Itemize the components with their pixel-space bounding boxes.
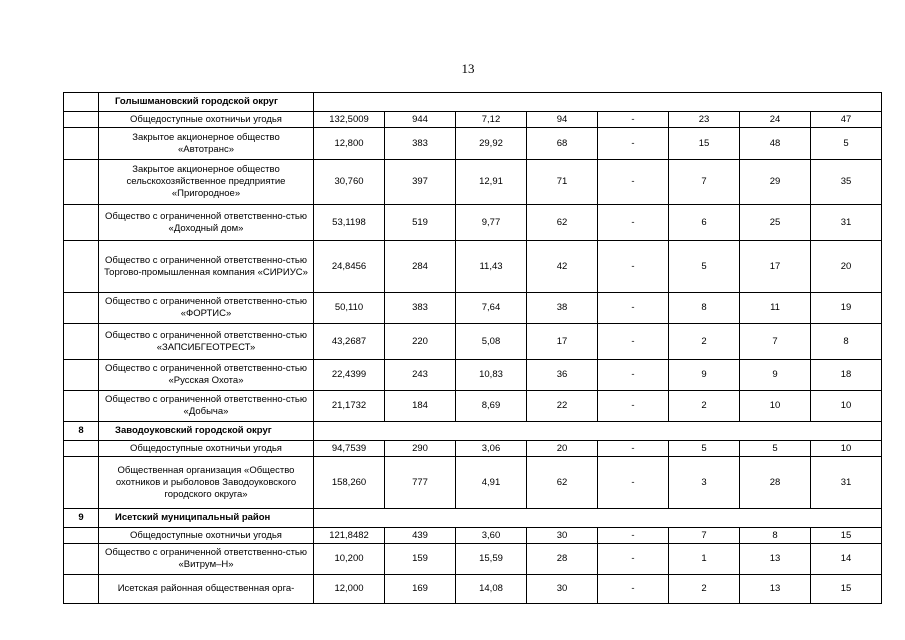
- value-cell: 30: [527, 575, 598, 604]
- section-title: Голышмановский городской округ: [99, 93, 314, 112]
- value-cell: 24: [740, 112, 811, 128]
- value-cell: 5: [811, 128, 882, 160]
- row-number-cell: [64, 160, 99, 205]
- organization-name-cell: Общество с ограниченной ответственно-стью «Доходный дом»: [99, 205, 314, 241]
- value-cell: 13: [740, 575, 811, 604]
- value-cell: -: [598, 391, 669, 422]
- value-cell: -: [598, 160, 669, 205]
- value-cell: 383: [385, 128, 456, 160]
- table-row: [64, 293, 882, 324]
- value-cell: 8: [740, 528, 811, 544]
- table-row: [64, 457, 882, 509]
- value-cell: 18: [811, 360, 882, 391]
- value-cell: 6: [669, 205, 740, 241]
- value-cell: 94,7539: [314, 441, 385, 457]
- value-cell: 944: [385, 112, 456, 128]
- organization-name-cell: Закрытое акционерное общество сельскохозяйственное предприятие «Пригородное»: [99, 160, 314, 205]
- value-cell: 2: [669, 324, 740, 360]
- table-row: [64, 324, 882, 360]
- section-number: 9: [64, 509, 99, 528]
- value-cell: 43,2687: [314, 324, 385, 360]
- value-cell: 22,4399: [314, 360, 385, 391]
- organization-name-cell: Общество с ограниченной ответственно-стью «Витрум–Н»: [99, 544, 314, 575]
- value-cell: 48: [740, 128, 811, 160]
- row-number-cell: [64, 528, 99, 544]
- value-cell: 383: [385, 293, 456, 324]
- value-cell: 243: [385, 360, 456, 391]
- value-cell: 20: [811, 241, 882, 293]
- section-title: Исетский муниципальный район: [99, 509, 314, 528]
- value-cell: 14: [811, 544, 882, 575]
- section-row: [64, 93, 882, 112]
- organization-name-cell: Общедоступные охотничьи угодья: [99, 528, 314, 544]
- table-row: [64, 441, 882, 457]
- section-row: [64, 422, 882, 441]
- section-blank-cell: [314, 509, 882, 528]
- value-cell: 11: [740, 293, 811, 324]
- value-cell: -: [598, 128, 669, 160]
- hunting-grounds-table: [63, 92, 882, 604]
- value-cell: 50,110: [314, 293, 385, 324]
- value-cell: 12,000: [314, 575, 385, 604]
- value-cell: 47: [811, 112, 882, 128]
- value-cell: 42: [527, 241, 598, 293]
- value-cell: 36: [527, 360, 598, 391]
- value-cell: 777: [385, 457, 456, 509]
- value-cell: -: [598, 205, 669, 241]
- row-number-cell: [64, 575, 99, 604]
- value-cell: 38: [527, 293, 598, 324]
- value-cell: 17: [527, 324, 598, 360]
- section-number: 8: [64, 422, 99, 441]
- value-cell: 220: [385, 324, 456, 360]
- value-cell: 30: [527, 528, 598, 544]
- value-cell: 28: [740, 457, 811, 509]
- organization-name-cell: Общество с ограниченной ответственно-стью «ФОРТИС»: [99, 293, 314, 324]
- table-row: [64, 128, 882, 160]
- row-number-cell: [64, 128, 99, 160]
- value-cell: 68: [527, 128, 598, 160]
- value-cell: 15: [669, 128, 740, 160]
- row-number-cell: [64, 544, 99, 575]
- value-cell: 35: [811, 160, 882, 205]
- organization-name-cell: Закрытое акционерное общество «Автотранс»: [99, 128, 314, 160]
- row-number-cell: [64, 112, 99, 128]
- value-cell: 12,800: [314, 128, 385, 160]
- organization-name-cell: Общественная организация «Общество охотников и рыболовов Заводоуковского городского округа»: [99, 457, 314, 509]
- table-row: [64, 241, 882, 293]
- value-cell: 13: [740, 544, 811, 575]
- value-cell: 23: [669, 112, 740, 128]
- table-body: [64, 93, 882, 604]
- table-row: [64, 360, 882, 391]
- value-cell: 17: [740, 241, 811, 293]
- table-row: [64, 112, 882, 128]
- value-cell: 2: [669, 575, 740, 604]
- value-cell: 10,200: [314, 544, 385, 575]
- value-cell: -: [598, 544, 669, 575]
- value-cell: 7: [669, 528, 740, 544]
- value-cell: -: [598, 324, 669, 360]
- row-number-cell: [64, 391, 99, 422]
- table-row: [64, 528, 882, 544]
- row-number-cell: [64, 241, 99, 293]
- value-cell: 5: [669, 241, 740, 293]
- value-cell: 7,12: [456, 112, 527, 128]
- organization-name-cell: Общество с ограниченной ответственно-стью «ЗАПСИБГЕОТРЕСТ»: [99, 324, 314, 360]
- value-cell: 62: [527, 457, 598, 509]
- value-cell: -: [598, 528, 669, 544]
- value-cell: 15: [811, 575, 882, 604]
- value-cell: 3: [669, 457, 740, 509]
- value-cell: -: [598, 293, 669, 324]
- value-cell: 3,60: [456, 528, 527, 544]
- value-cell: 71: [527, 160, 598, 205]
- value-cell: 290: [385, 441, 456, 457]
- value-cell: 10: [811, 391, 882, 422]
- value-cell: 5: [669, 441, 740, 457]
- value-cell: 10: [811, 441, 882, 457]
- value-cell: 30,760: [314, 160, 385, 205]
- value-cell: 4,91: [456, 457, 527, 509]
- value-cell: 25: [740, 205, 811, 241]
- value-cell: 19: [811, 293, 882, 324]
- table-row: [64, 575, 882, 604]
- value-cell: 10,83: [456, 360, 527, 391]
- table-row: [64, 391, 882, 422]
- value-cell: 20: [527, 441, 598, 457]
- value-cell: -: [598, 241, 669, 293]
- value-cell: 3,06: [456, 441, 527, 457]
- section-number: [64, 93, 99, 112]
- value-cell: 94: [527, 112, 598, 128]
- value-cell: 2: [669, 391, 740, 422]
- value-cell: 7: [669, 160, 740, 205]
- value-cell: 1: [669, 544, 740, 575]
- organization-name-cell: Общество с ограниченной ответственно-стью Торгово-промышленная компания «СИРИУС»: [99, 241, 314, 293]
- value-cell: 11,43: [456, 241, 527, 293]
- value-cell: 5: [740, 441, 811, 457]
- value-cell: 9,77: [456, 205, 527, 241]
- section-blank-cell: [314, 422, 882, 441]
- organization-name-cell: Общество с ограниченной ответственно-стью «Русская Охота»: [99, 360, 314, 391]
- value-cell: 158,260: [314, 457, 385, 509]
- row-number-cell: [64, 324, 99, 360]
- value-cell: 8,69: [456, 391, 527, 422]
- value-cell: 31: [811, 205, 882, 241]
- value-cell: 284: [385, 241, 456, 293]
- organization-name-cell: Общедоступные охотничьи угодья: [99, 441, 314, 457]
- value-cell: 53,1198: [314, 205, 385, 241]
- table-row: [64, 544, 882, 575]
- value-cell: 132,5009: [314, 112, 385, 128]
- value-cell: 15: [811, 528, 882, 544]
- value-cell: 28: [527, 544, 598, 575]
- value-cell: 5,08: [456, 324, 527, 360]
- value-cell: 121,8482: [314, 528, 385, 544]
- section-row: [64, 509, 882, 528]
- value-cell: 8: [669, 293, 740, 324]
- value-cell: 519: [385, 205, 456, 241]
- value-cell: 14,08: [456, 575, 527, 604]
- row-number-cell: [64, 205, 99, 241]
- value-cell: 62: [527, 205, 598, 241]
- value-cell: -: [598, 360, 669, 391]
- value-cell: 9: [669, 360, 740, 391]
- organization-name-cell: Общество с ограниченной ответственно-стью «Добыча»: [99, 391, 314, 422]
- table-row: [64, 205, 882, 241]
- value-cell: 9: [740, 360, 811, 391]
- row-number-cell: [64, 293, 99, 324]
- value-cell: 21,1732: [314, 391, 385, 422]
- value-cell: 159: [385, 544, 456, 575]
- page-number: 13: [461, 61, 475, 76]
- value-cell: 24,8456: [314, 241, 385, 293]
- value-cell: 439: [385, 528, 456, 544]
- row-number-cell: [64, 457, 99, 509]
- value-cell: -: [598, 112, 669, 128]
- organization-name-cell: Исетская районная общественная орга-: [99, 575, 314, 604]
- value-cell: 12,91: [456, 160, 527, 205]
- value-cell: 397: [385, 160, 456, 205]
- value-cell: -: [598, 457, 669, 509]
- value-cell: 31: [811, 457, 882, 509]
- section-title: Заводоуковский городской округ: [99, 422, 314, 441]
- section-blank-cell: [314, 93, 882, 112]
- value-cell: 29: [740, 160, 811, 205]
- value-cell: 29,92: [456, 128, 527, 160]
- organization-name-cell: Общедоступные охотничьи угодья: [99, 112, 314, 128]
- value-cell: 22: [527, 391, 598, 422]
- value-cell: 7,64: [456, 293, 527, 324]
- value-cell: 7: [740, 324, 811, 360]
- row-number-cell: [64, 360, 99, 391]
- value-cell: 169: [385, 575, 456, 604]
- value-cell: 15,59: [456, 544, 527, 575]
- row-number-cell: [64, 441, 99, 457]
- value-cell: -: [598, 441, 669, 457]
- value-cell: 184: [385, 391, 456, 422]
- table-row: [64, 160, 882, 205]
- value-cell: 10: [740, 391, 811, 422]
- value-cell: 8: [811, 324, 882, 360]
- value-cell: -: [598, 575, 669, 604]
